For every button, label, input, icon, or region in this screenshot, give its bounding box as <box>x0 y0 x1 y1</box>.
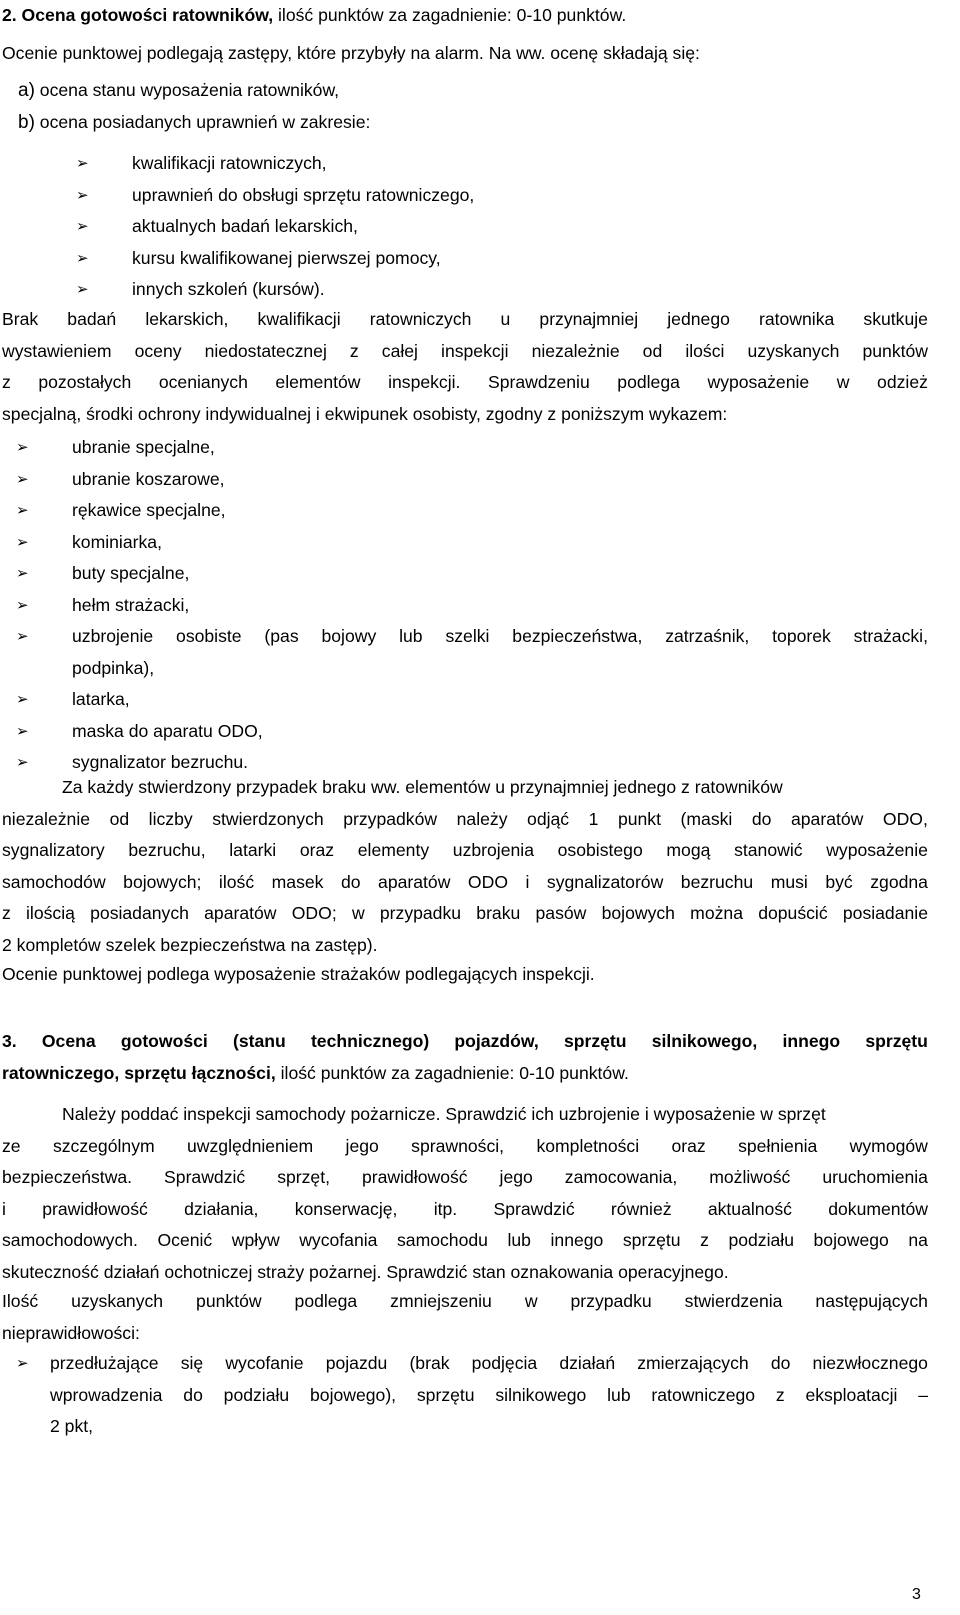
paragraph-line: niezależnie od liczby stwierdzonych przypadków należy odjąć 1 punkt (maski do aparatów ODO, <box>2 808 928 829</box>
section-3-heading-rest: ilość punktów za zagadnienie: 0-10 punktów. <box>275 1062 629 1083</box>
list-item-text: sygnalizator bezruchu. <box>72 752 249 772</box>
arrow-bullet-icon: ➢ <box>16 1355 29 1372</box>
section-2-paragraph-2 <box>0 772 960 961</box>
section-3-paragraph-1 <box>0 1099 960 1288</box>
paragraph-line: z pozostałych ocenianych elementów inspekcji. Sprawdzeniu podlega wyposażenie w odzież <box>2 372 928 392</box>
list-item-text: wprowadzenia do podziału bojowego), sprzętu silnikowego lub ratowniczego z eksploatacji – <box>50 1384 928 1405</box>
paragraph-line: nieprawidłowości: <box>2 1322 140 1343</box>
paragraph-line: Ilość uzyskanych punktów podlega zmniejszeniu w przypadku stwierdzenia następujących <box>2 1291 928 1311</box>
arrow-bullet-icon: ➢ <box>76 155 89 172</box>
list-item-continuation <box>0 1380 960 1412</box>
equipment-list <box>0 432 960 779</box>
list-item-text: aktualnych badań lekarskich, <box>132 216 358 236</box>
arrow-bullet-icon: ➢ <box>76 249 89 267</box>
section-2-intro <box>0 38 960 70</box>
section-2-heading-bold: 2. Ocena gotowości ratowników, <box>2 5 274 25</box>
paragraph-line: samochodów bojowych; ilość masek do aparatów ODO i sygnalizatorów bezruchu musi być zgodna <box>2 871 928 892</box>
arrow-bullet-icon: ➢ <box>76 218 89 235</box>
item-a-letter: a) <box>18 80 35 101</box>
list-item-text: przedłużające się wycofanie pojazdu (brak podjęcia działań zmierzających do niezwłocznego <box>50 1353 928 1373</box>
paragraph-line: 2 kompletów szelek bezpieczeństwa na zastęp). <box>2 934 378 955</box>
list-item-text: uzbrojenie osobiste (pas bojowy lub szelki bezpieczeństwa, zatrzaśnik, toporek strażacki, <box>72 626 928 646</box>
arrow-bullet-icon: ➢ <box>16 596 29 614</box>
item-b-letter: b) <box>18 111 35 133</box>
list-item <box>0 716 960 748</box>
list-item <box>0 558 960 590</box>
paragraph-line: skuteczność działań ochotniczej straży pożarnej. Sprawdzić stan oznakowania operacyjnego. <box>2 1261 729 1282</box>
section-2-paragraph-1 <box>0 304 960 430</box>
irregularities-list <box>0 1348 960 1443</box>
page-number: 3 <box>912 1586 921 1603</box>
arrow-bullet-icon: ➢ <box>16 691 29 708</box>
list-item-text: ubranie specjalne, <box>72 437 215 457</box>
list-item-text: uprawnień do obsługi sprzętu ratowniczego, <box>132 184 475 205</box>
section-3-heading-line-1: 3. Ocena gotowości (stanu technicznego) pojazdów, sprzętu silnikowego, innego sprzętu <box>2 1031 928 1051</box>
intro-text: Ocenie punktowej podlegają zastępy, które przybyły na alarm. Na ww. ocenę składają się: <box>2 43 700 63</box>
assessment-list <box>0 75 960 138</box>
paragraph-line: bezpieczeństwa. Sprawdzić sprzęt, prawidłowość jego zamocowania, możliwość uruchomienia <box>2 1167 928 1187</box>
section-3-heading <box>0 1026 960 1089</box>
arrow-bullet-icon: ➢ <box>16 628 29 645</box>
item-a-text: ocena stanu wyposażenia ratowników, <box>39 80 340 100</box>
list-item-text: kursu kwalifikowanej pierwszej pomocy, <box>132 247 441 268</box>
arrow-bullet-icon: ➢ <box>16 754 29 771</box>
list-item-text: innych szkoleń (kursów). <box>132 279 325 299</box>
list-item <box>0 621 960 653</box>
paragraph-line: z ilością posiadanych aparatów ODO; w przypadku braku pasów bojowych można dopuścić posiadanie <box>2 903 928 923</box>
section-3-paragraph-2 <box>0 1286 960 1349</box>
arrow-bullet-icon: ➢ <box>16 470 29 488</box>
list-item <box>0 527 960 559</box>
paragraph-line: Należy poddać inspekcji samochody pożarnicze. Sprawdzić ich uzbrojenie i wyposażenie w sprzęt <box>62 1104 826 1124</box>
paragraph-line: i prawidłowość działania, konserwację, itp. Sprawdzić również aktualność dokumentów <box>2 1198 928 1219</box>
arrow-bullet-icon: ➢ <box>16 533 29 551</box>
list-item-continuation <box>0 653 960 685</box>
section-2-heading-rest: ilość punktów za zagadnienie: 0-10 punktów. <box>273 5 627 25</box>
paragraph-line: Ocenie punktowej podlega wyposażenie strażaków podlegających inspekcji. <box>2 964 595 984</box>
list-item-text: ubranie koszarowe, <box>72 468 225 489</box>
paragraph-line: wystawieniem oceny niedostatecznej z całej inspekcji niezależnie od ilości uzyskanych punktów <box>2 340 928 361</box>
list-item-text: kwalifikacji ratowniczych, <box>132 153 327 173</box>
arrow-bullet-icon: ➢ <box>16 722 29 740</box>
list-item <box>0 432 960 464</box>
list-item <box>0 464 960 496</box>
list-item-b <box>18 107 960 139</box>
list-item-text: hełm strażacki, <box>72 594 190 615</box>
paragraph-line: Brak badań lekarskich, kwalifikacji ratowniczych u przynajmniej jednego ratownika skutkuje <box>2 309 928 329</box>
section-2-heading <box>0 0 960 32</box>
list-item <box>0 274 960 306</box>
list-item-continuation <box>0 1411 960 1443</box>
arrow-bullet-icon: ➢ <box>16 439 29 456</box>
list-item <box>0 590 960 622</box>
list-item-text: maska do aparatu ODO, <box>72 720 263 741</box>
item-b-text: ocena posiadanych uprawnień w zakresie: <box>39 111 371 132</box>
list-item-text: rękawice specjalne, <box>72 500 226 520</box>
list-item <box>0 684 960 716</box>
paragraph-line: samochodowych. Ocenić wpływ wycofania samochodu lub innego sprzętu z podziału bojowego na <box>2 1230 928 1250</box>
list-item-text: 2 pkt, <box>50 1416 94 1436</box>
arrow-bullet-icon: ➢ <box>16 565 29 582</box>
paragraph-line: Za każdy stwierdzony przypadek braku ww. elementów u przynajmniej jednego z ratowników <box>62 777 783 797</box>
arrow-bullet-icon: ➢ <box>76 186 89 204</box>
qualifications-list <box>0 148 960 306</box>
list-item-text: latarka, <box>72 689 130 709</box>
section-2-paragraph-3 <box>0 959 960 991</box>
arrow-bullet-icon: ➢ <box>76 281 89 298</box>
paragraph-line: ze szczególnym uwzględnieniem jego sprawności, kompletności oraz spełnienia wymogów <box>2 1135 928 1156</box>
list-item-text: buty specjalne, <box>72 563 190 583</box>
list-item <box>0 148 960 180</box>
list-item <box>0 243 960 275</box>
section-3-heading-bold: ratowniczego, sprzętu łączności, <box>2 1062 276 1083</box>
list-item <box>0 1348 960 1380</box>
list-item <box>0 211 960 243</box>
arrow-bullet-icon: ➢ <box>16 502 29 519</box>
paragraph-line: specjalną, środki ochrony indywidualnej i ekwipunek osobisty, zgodny z poniższym wykazem: <box>2 403 728 424</box>
list-item <box>0 495 960 527</box>
paragraph-line: sygnalizatory bezruchu, latarki oraz elementy uzbrojenia osobistego mogą stanowić wyposażenie <box>2 840 928 860</box>
list-item <box>0 180 960 212</box>
list-item-text: podpinka), <box>72 657 155 678</box>
list-item-a <box>18 75 960 107</box>
list-item-text: kominiarka, <box>72 531 162 552</box>
